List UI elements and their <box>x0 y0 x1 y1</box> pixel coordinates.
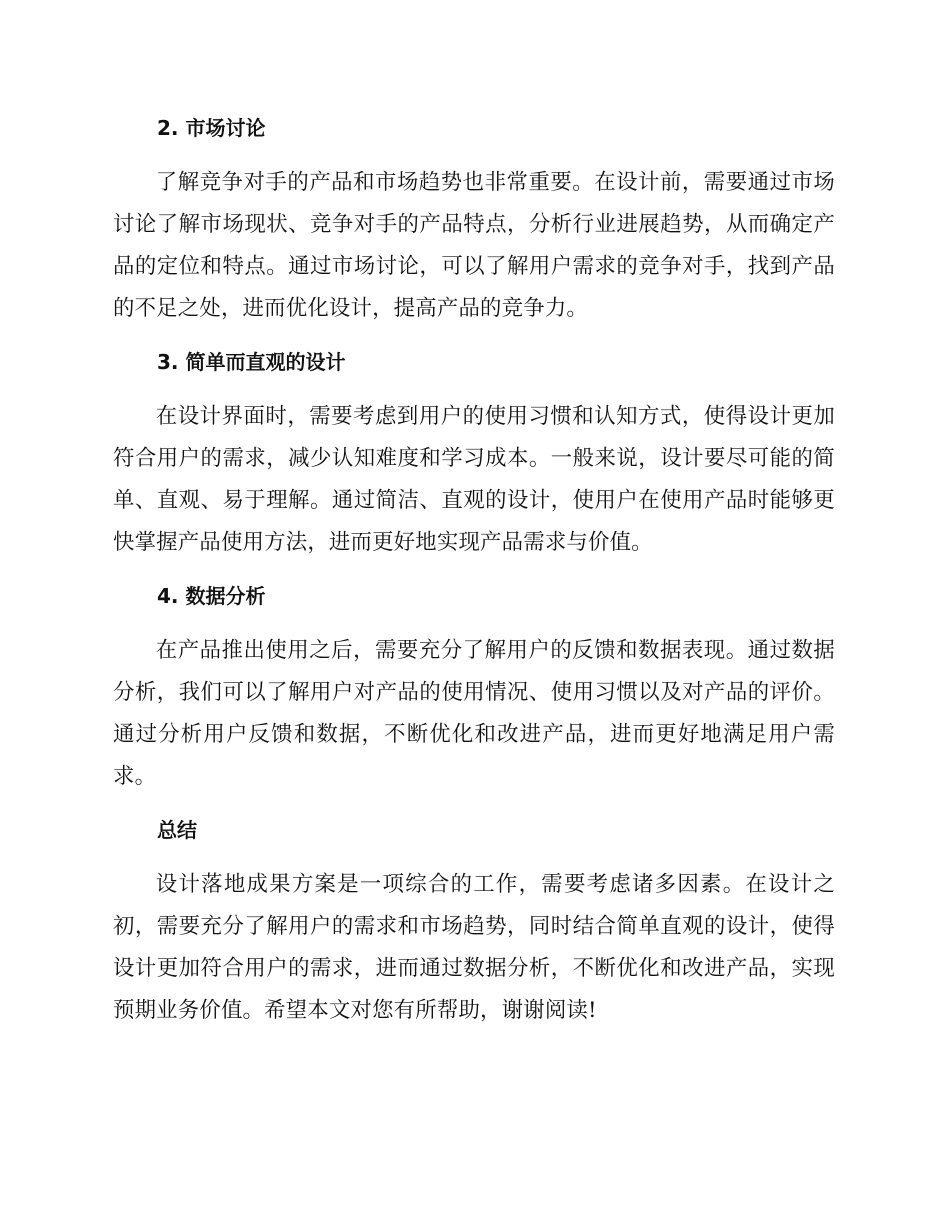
section-body-summary: 设计落地成果方案是一项综合的工作，需要考虑诸多因素。在设计之初，需要充分了解用户的需求和市场趋势，同时结合简单直观的设计，使得设计更加符合用户的需求，进而通过数据分析，不断优化和改进产品，实现预期业务价值。希望本文对您有所帮助，谢谢阅读! <box>113 872 835 1023</box>
section-heading-summary: 总结 <box>157 818 197 842</box>
section-heading-data-analysis: 4. 数据分析 <box>157 584 266 608</box>
document-page <box>113 108 835 1044</box>
section-body-simple-design: 在设计界面时，需要考虑到用户的使用习惯和认知方式，使得设计更加符合用户的需求，减少认知难度和学习成本。一般来说，设计要尽可能的简单、直观、易于理解。通过简洁、直观的设计，使用户在使用产品时能够更快掌握产品使用方法，进而更好地实现产品需求与价值。 <box>113 404 835 555</box>
section-heading-simple-design: 3. 简单而直观的设计 <box>157 350 346 374</box>
section-heading-market-discussion: 2. 市场讨论 <box>157 116 266 140</box>
section-body-data-analysis: 在产品推出使用之后，需要充分了解用户的反馈和数据表现。通过数据分析，我们可以了解用户对产品的使用情况、使用习惯以及对产品的评价。通过分析用户反馈和数据，不断优化和改进产品，进而更好地满足用户需求。 <box>113 638 835 789</box>
section-body-market-discussion: 了解竞争对手的产品和市场趋势也非常重要。在设计前，需要通过市场讨论了解市场现状、竞争对手的产品特点，分析行业进展趋势，从而确定产品的定位和特点。通过市场讨论，可以了解用户需求的竞争对手，找到产品的不足之处，进而优化设计，提高产品的竞争力。 <box>113 170 835 321</box>
